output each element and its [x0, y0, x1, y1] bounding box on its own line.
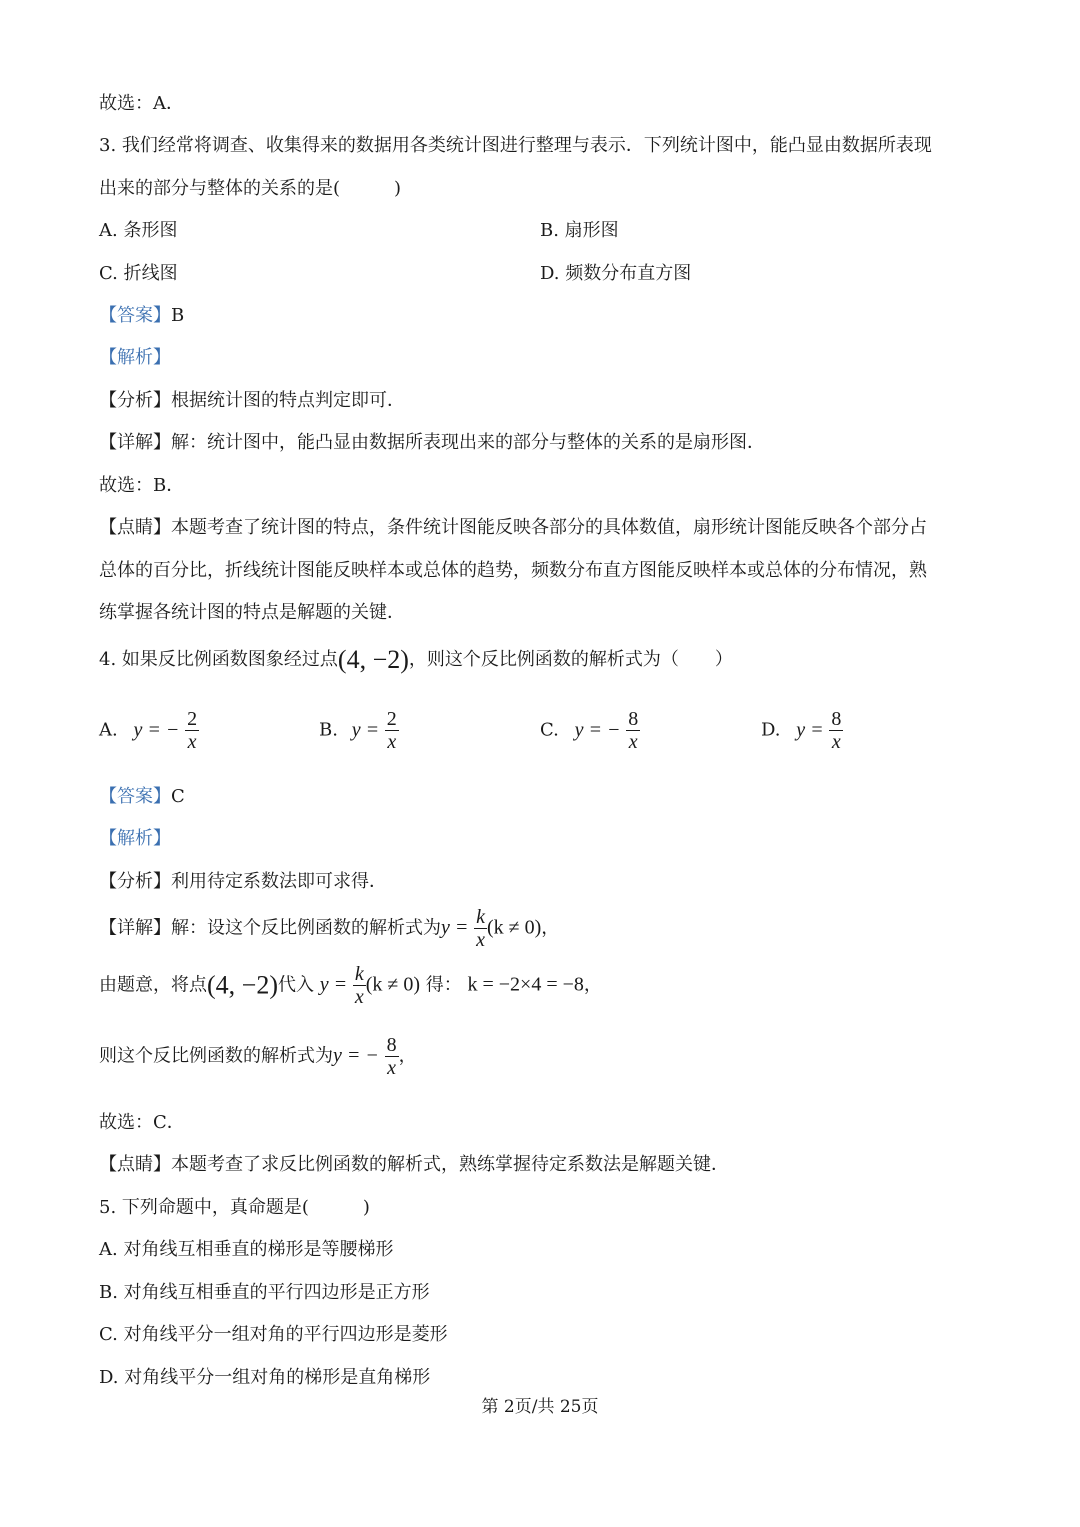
q4-answer: 【答案】C	[99, 786, 185, 807]
q3-option-b: B. 扇形图	[540, 220, 619, 241]
question-3-stem: 3. 我们经常将调查、收集得来的数据用各类统计图进行整理与表示．下列统计图中，能凸显由数据所表现	[99, 135, 932, 156]
q3-dianjing-1: 【点睛】本题考查了统计图的特点，条件统计图能反映各部分的具体数值，扇形统计图能反映各个部分占	[99, 517, 927, 538]
q3-option-d: D. 频数分布直方图	[540, 263, 692, 284]
q3-dianjing-3: 练掌握各统计图的特点是解题的关键．	[99, 602, 405, 623]
q4-fenxi: 【分析】利用待定系数法即可求得．	[99, 871, 387, 892]
q3-option-c: C. 折线图	[99, 263, 178, 284]
q4-xiangjie: 【详解】解：设这个反比例函数的解析式为y = $\frac{k}{x}$ (k ≠ 0)，	[99, 906, 560, 951]
fraction: $\frac{2}{x}$	[187, 708, 198, 753]
q3-analysis-heading: 【解析】	[99, 347, 171, 368]
prev-answer-line: 故选：A．	[99, 93, 184, 114]
q4-analysis-heading: 【解析】	[99, 828, 171, 849]
question-4-stem: 4. 如果反比例函数图象经过点(4, −2)，则这个反比例函数的解析式为（ ）	[99, 645, 733, 674]
page-number-footer: 第 2页/共 25页	[481, 1397, 599, 1417]
q3-xiangjie: 【详解】解：统计图中，能凸显由数据所表现出来的部分与整体的关系的是扇形图．	[99, 432, 765, 453]
fraction: $\frac{8}{x}$	[386, 1034, 397, 1079]
q4-option-d: D. y = $\frac{8}{x}$	[761, 708, 842, 753]
question-3-stem-cont: 出来的部分与整体的关系的是( )	[99, 178, 402, 199]
q4-choice: 故选：C．	[99, 1112, 185, 1133]
q4-dianjing: 【点睛】本题考查了求反比例函数的解析式，熟练掌握待定系数法是解题关键．	[99, 1154, 729, 1175]
question-5-stem: 5. 下列命题中，真命题是( )	[99, 1197, 370, 1218]
q3-choice: 故选：B．	[99, 475, 185, 496]
q3-answer: 【答案】B	[99, 305, 185, 326]
fraction: $\frac{k}{x}$	[354, 963, 364, 1008]
q3-fenxi: 【分析】根据统计图的特点判定即可．	[99, 390, 405, 411]
fraction: $\frac{k}{x}$	[476, 906, 485, 951]
q4-substitution: 由题意，将点(4, −2)代入 y = $\frac{k}{x}$ (k ≠ 0) 得： k = −2×4 = −8，	[99, 963, 602, 1008]
q5-option-d: D. 对角线平分一组对角的梯形是直角梯形	[99, 1367, 431, 1388]
q4-option-c: C. y = − $\frac{8}{x}$	[540, 708, 639, 753]
fraction: $\frac{8}{x}$	[831, 708, 842, 753]
q5-option-a: A. 对角线互相垂直的梯形是等腰梯形	[99, 1239, 394, 1260]
q3-option-a: A. 条形图	[99, 220, 178, 241]
point-coordinate: (4, −2)	[337, 645, 409, 674]
q4-option-a: A. y = − $\frac{2}{x}$	[99, 708, 198, 753]
fraction: $\frac{2}{x}$	[386, 708, 397, 753]
q5-option-b: B. 对角线互相垂直的平行四边形是正方形	[99, 1282, 430, 1303]
q4-result: 则这个反比例函数的解析式为y = − $\frac{8}{x}$ ，	[99, 1034, 417, 1079]
answer-tag: 【答案】	[99, 305, 171, 326]
q3-dianjing-2: 总体的百分比，折线统计图能反映样本或总体的趋势，频数分布直方图能反映样本或总体的分布情况，熟	[99, 560, 927, 581]
q4-option-b: B. y = $\frac{2}{x}$	[319, 708, 397, 753]
q5-option-c: C. 对角线平分一组对角的平行四边形是菱形	[99, 1324, 448, 1345]
fraction: $\frac{8}{x}$	[628, 708, 639, 753]
